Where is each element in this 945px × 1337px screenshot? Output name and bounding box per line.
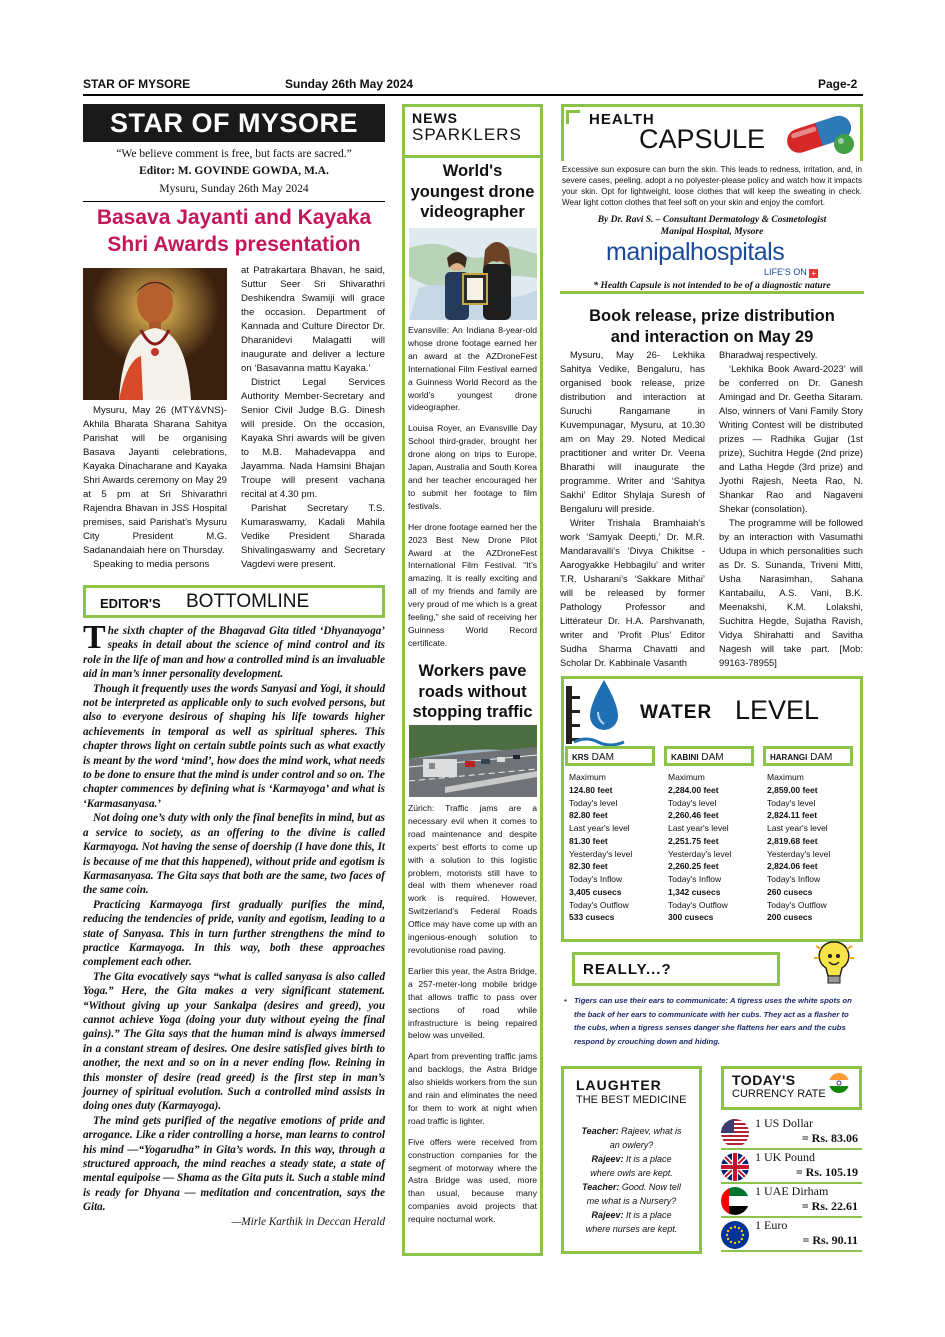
currency-row	[721, 1218, 862, 1252]
dam-inflow-value: 3,405 cusecs	[569, 886, 622, 897]
sparklers-label: NEWS SPARKLERS	[412, 110, 522, 144]
laughter-jokes	[564, 1124, 699, 1236]
masthead-title: STAR OF MYSORE	[109, 108, 358, 138]
bottomline-label-box	[83, 585, 385, 618]
dam-max-label: Maximum	[668, 772, 705, 782]
dam-inflow-label: Today's Inflow	[668, 874, 722, 884]
us-flag-icon	[721, 1119, 749, 1147]
header-page-number: Page-2	[818, 77, 858, 91]
currency-rates	[721, 1116, 862, 1256]
bottomline-drop-cap: T	[83, 619, 106, 656]
masthead-motto: “We believe comment is free, but facts are sacred.”	[116, 148, 352, 160]
dam-today-label: Today's level	[767, 797, 816, 808]
dam-yest-value: 82.30 feet	[569, 861, 608, 871]
dam-yest-label: Yesterday's level	[668, 848, 732, 859]
joke-line: Teacher: Rajeev, what is an owlery?	[581, 1126, 682, 1150]
lead-left-column: Mysuru, May 26 (MTY&VNS)- Akhila Bharata Sharana Sahitya Parishat will be organising Basava Jayanti celebrations, Kayaka Dinacharane and Kayaka Shri Awards ceremony on May 29 at 5 pm at Sri Shivarathri Rajendra Bhavan in JSS Hospital premises, said Parishat’s Mysuru City President M.G. Sadanandaiah here on Thursday. Speaking to media persons	[83, 405, 227, 570]
header-paper-name: STAR OF MYSORE	[83, 77, 191, 91]
sparkler-2-body: Zürich: Traffic jams are a necessary evil when it comes to road maintenance and despite experts’ best efforts to come up with a solution to this logistic problem, motorists still have to deal with them whenever road work is required. However, Switzerland’s Federal Roads Office may have come up with an ingenious-enough solution to revolutionise road paving. Earlier this year, the Astra Bridge, a 257-meter-long mobile bridge that allows traffic to pass over sections of road while infrastructure is being repaired below was unveiled. Apart from preventing traffic jams and backlogs, the Astra Bridge also shields workers from the sun and rain and eliminates the need for them to work at night when road traffic is lighter. Five offers were received from construction companies for the segment of motorway where the Astra Bridge was used, more than usual, because many companies avoid projects that require nocturnal work.	[408, 803, 537, 1225]
sparkler-1-headline: World's youngest drone videographer	[410, 162, 535, 221]
dam-yest-value: 2,260.25 feet	[668, 861, 719, 871]
currency-value: = Rs. 105.19	[795, 1165, 858, 1179]
capsule-pill-icon	[780, 110, 860, 158]
manipal-logo: manipalhospitals	[606, 238, 785, 266]
bottomline-byline: —Mirle Karthik in Deccan Herald	[231, 1215, 385, 1228]
dam-last-label: Last year's level	[767, 823, 828, 833]
sparkler-2-headline: Workers pave roads without stopping traffic	[412, 662, 533, 721]
header-rule	[83, 94, 863, 96]
currency-unit: 1 UK Pound	[755, 1150, 816, 1164]
water-drop-icon	[566, 676, 626, 750]
water-label-light: LEVEL	[735, 695, 820, 725]
dam-today-label: Today's level	[668, 797, 717, 808]
dam-name-tab: HARANGI DAM	[763, 746, 853, 766]
currency-row	[721, 1116, 862, 1150]
dam-last-value: 81.30 feet	[569, 835, 608, 846]
dam-max-value: 124.80 feet	[569, 784, 613, 795]
joke-line: Rajeev: It is a place where owls are kept.	[590, 1154, 673, 1178]
eu-flag-icon	[721, 1221, 749, 1249]
lead-headline: Basava Jayanti and Kayaka Shri Awards presentation	[96, 206, 372, 256]
dam-column	[563, 746, 658, 925]
dam-column	[761, 746, 856, 925]
dam-last-label: Last year's level	[668, 823, 729, 833]
sparkler-1-body: Evansville: An Indiana 8-year-old whose drone footage earned her an award at the AZDroneFest International Film Festival earned a Guinness World Record as the world’s youngest drone videographer. Louisa Royer, an Evansville Day School third-grader, brought her drone along on trips to Europe, Japan, Australia and South Korea and her teacher encouraged her to submit her footage to film festivals. Her drone footage earned her the 2023 Best New Drone Pilot Award at the AZDroneFest International Film Festival. “It’s amazing. It is really exciting and all of my friends and family are very proud of me which is a great feeling,” she said of receiving her Guinness World Record certificate.	[408, 325, 537, 648]
currency-unit: 1 US Dollar	[755, 1116, 813, 1130]
dam-inflow-label: Today's Inflow	[569, 874, 623, 884]
dam-inflow-label: Today's Inflow	[767, 874, 821, 884]
currency-row	[721, 1150, 862, 1184]
lightbulb-icon	[812, 938, 856, 988]
health-author: By Dr. Ravi S. – Consultant Dermatology & Cosmetologist Manipal Hospital, Mysore	[597, 215, 827, 237]
dam-today-value: 2,824.11 feet	[767, 810, 818, 820]
dam-inflow-value: 1,342 cusecs	[668, 886, 721, 897]
joke-line: Teacher: Good. Now tell me what is a Nursery?	[582, 1182, 681, 1206]
dam-outflow-label: Today's Outflow	[767, 899, 827, 910]
dam-today-label: Today's level	[569, 797, 618, 808]
manipal-tagline: LIFE'S ON +	[764, 267, 818, 278]
dam-yest-label: Yesterday's level	[569, 848, 633, 859]
water-label-bold: WATER	[640, 702, 713, 723]
dam-table	[563, 746, 861, 936]
dam-today-value: 82.80 feet	[569, 810, 608, 820]
dam-max-label: Maximum	[569, 772, 606, 782]
dam-yest-value: 2,824.06 feet	[767, 861, 818, 871]
currency-label-bold: TODAY'S	[732, 1072, 796, 1088]
health-disclaimer: * Health Capsule is not intended to be of a diagnostic nature	[593, 281, 831, 291]
dam-max-label: Maximum	[767, 772, 804, 782]
currency-row	[721, 1184, 862, 1218]
book-headline: Book release, prize distribution and interaction on May 29	[589, 307, 835, 346]
dam-outflow-value: 200 cusecs	[767, 912, 813, 922]
health-label-light: CAPSULE	[639, 124, 766, 154]
dam-last-value: 2,251.75 feet	[668, 835, 719, 846]
laughter-label-light: THE BEST MEDICINE	[576, 1094, 687, 1106]
dam-max-value: 2,859.00 feet	[767, 784, 818, 795]
currency-unit: 1 Euro	[755, 1218, 788, 1232]
india-flag-icon	[829, 1073, 849, 1093]
manipal-plus-icon: +	[809, 269, 818, 278]
dam-inflow-value: 260 cusecs	[767, 886, 813, 897]
dam-name-tab: KABINI DAM	[664, 746, 754, 766]
currency-value: = Rs. 83.06	[801, 1131, 858, 1145]
dam-last-value: 2,819.68 feet	[767, 835, 818, 846]
dam-yest-label: Yesterday's level	[767, 848, 831, 859]
dam-outflow-label: Today's Outflow	[569, 899, 629, 910]
book-column-2: Bharadwaj respectively. ‘Lekhika Book Award-2023’ will be conferred on Dr. Ganesh Amingad and Dr. Geetha Sitaram. Also, winners of Vani Family Story Writing Contest will be distributed prizes — Radhika Gujjar (1st prize), Suchitra Hegde (2nd prize) and Latha Hegde (3rd prize) and Jyothi Rajesh, Neeta Rao, N. Shankar Rao and Nagaveni Shekar (consolation). The programme will be followed by an interaction with Vasumathi Udupa in which personalities such as Dr. S. Sunanda, Triveni Mitti, Usha Narasimhan, Sahana Kantabailu, A.S. Vani, B.K. Meenakshi, K.M. Lolakshi, Suchitra Hegde, Sujatha Ravish, Vidya Shirahatti and Savitha Nagesh will take part. [Mob: 99163-78955]	[719, 349, 863, 668]
dam-outflow-label: Today's Outflow	[668, 899, 728, 910]
health-label-bold: HEALTH	[589, 111, 655, 128]
bottomline-label-light: BOTTOMLINE	[186, 591, 310, 612]
dam-outflow-value: 300 cusecs	[668, 912, 714, 922]
laughter-label-bold: LAUGHTER	[576, 1077, 662, 1093]
health-body: Excessive sun exposure can burn the skin. This leads to redness, irritation, and, in severe cases, peeling. adopt a no polyester-please policy and watch how it impacts your skin. Opt for lightweight, loose clothes that will keep the sweating in check. Wear light cotton clothes that feel soft on your skin and enjoy the comfort.	[562, 165, 862, 207]
dam-column	[662, 746, 757, 925]
lead-right-column: at Patrakartara Bhavan, he said, Suttur Seer Sri Shivarathri Deshikendra Swamiji will grace the occasion. Department of Kannada and Culture Director Dr. Dharanidevi Malagatti will inaugurate and deliver a lecture on ‘Basavanna mattu Kayaka.’ District Legal Services Authority Member-Secretary and Senior Civil Judge B.G. Dinesh will preside. On the occasion, Kayaka Shri awards will be given to M.B. Mahadevappa and Jayamma. Nada Hamsini Bhajan Troupe will present vachana recital at 4.30 pm. Parishat Secretary T.S. Kumaraswamy, Kadali Mahila Vedike President Sharada Shivalingaswamy and Secretary Vagdevi were present.	[241, 265, 385, 570]
masthead-dateline: Mysuru, Sunday 26th May 2024	[159, 183, 309, 195]
really-body: • Tigers can use their ears to communicate: A tigress uses the white spots on the back of her ears to communicate with her cubs. They act as a flasher to the cubs, when a tigress senses danger she flattens her ears and the cubs respond by crouching down and hiding.	[564, 996, 852, 1046]
currency-label-light: CURRENCY RATE	[732, 1088, 826, 1100]
astra-bridge-photo	[409, 725, 537, 797]
drone-award-photo	[409, 228, 537, 320]
dam-last-label: Last year's level	[569, 823, 630, 833]
uk-flag-icon	[721, 1153, 749, 1181]
uae-flag-icon	[721, 1187, 749, 1215]
currency-value: = Rs. 90.11	[802, 1233, 858, 1247]
joke-line: Rajeev: It is a place where nurses are kept.	[585, 1210, 678, 1234]
masthead-editor: Editor: M. GOVINDE GOWDA, M.A.	[139, 165, 329, 177]
masthead-banner	[83, 104, 385, 142]
dam-max-value: 2,284.00 feet	[668, 784, 719, 795]
dam-today-value: 2,260.46 feet	[668, 810, 719, 820]
really-label-box	[572, 952, 780, 986]
basavanna-portrait	[83, 268, 227, 400]
header-date: Sunday 26th May 2024	[285, 77, 414, 91]
bottomline-label-bold: EDITOR'S	[100, 596, 161, 611]
bottomline-body: The sixth chapter of the Bhagavad Gita titled ‘Dhyanayoga’ speaks in detail about the science of mind control and its role in the life of man and how a controlled mind is an invaluable aid in man’s inner personality development. Though it frequently uses the words Sanyasi and Yogi, it should not be interpreted as applicable only to such evolved persons, but also to everyone desirous of shaping his life towards higher achievements in temporal as well as spiritual spheres. This chapter throws light on certain subtle points such as what exactly is meant by the word ‘mind’, how does the mind work, what needs to be done to ensure that the mind is under control and so on. The chapter commences by defining what is ‘Karmayoga’ and what is ‘Karmasanyasa.’ Not doing one’s duty with only the final benefits in mind, but as a service to society, as an offering to the divine is called Karmayoga. Not having the sense of doership (I have done this, It is because of me that this happened), without pride and egotism is Karmasanyasa. The Gita says that both are the same, two faces of the same coin. Practicing Karmayoga first gradually purifies the mind, reducing the tendencies of pride, vanity and egotism, leading to a state of Sanyasa. This in turn further strengthens the mind to practice Karmayoga. In this way, both these approaches complement each other. The Gita evocatively says “what is called sanyasa is also called Yoga.” Here, the Gita makes a very significant statement. “Without giving up your Sankalpa (desires and greed), you cannot achieve Yoga (doing your duty without eyeing the final gains).” The Gita says that the human mind is always immersed in a constant stream of desires. One desire satisfied gives birth to another, the next and so on in a never ending flow. Reining in this monster of desire (read greed) is the first step in man’s journey of spiritual evolution. Such a controlled mind assists in doing ones duty (Karmayoga). The mind gets purified of the negative emotions of pride and arrogance. Like a rider controlling a horse, man learns to control his mind —“Yogarudha” in Gita’s words. In this way, through a structured approach, the mind reaches a steady state, a state of mental equipoise — Shama as the Gita puts it. Such a stable mind is ready for Dhyana — meditation and concentration, says the Gita. —Mirle Karthik in Deccan Herald	[83, 619, 385, 1228]
currency-value: = Rs. 22.61	[801, 1199, 858, 1213]
dam-name-tab: KRS DAM	[565, 746, 655, 766]
dam-outflow-value: 533 cusecs	[569, 912, 615, 922]
currency-unit: 1 UAE Dirham	[755, 1184, 829, 1198]
really-label: REALLY...?	[583, 961, 672, 978]
book-column-1: Mysuru, May 26- Lekhika Sahitya Vedike, Bengaluru, has organised book release, prize distribution and interaction at Suruchi Rangamane in Kuvempunagar, Mysuru, at 10.30 am on May 29. Noted Medical practitioner and writer Dr. Veena Bharathi will inaugurate the programme. Writer and ‘Sahitya Sakhi’ Editor Shylaja Suresh of Bengaluru will preside. Writer Trishala Bramhaiah’s work ‘Samyak Deepti,’ Dr. M.R. Mandaravalli’s ‘Divya Chikitse - Aarogyakke Hebbagilu’ and writer T.R. Usharani’s ‘Sakkare Mithai’ will be released by former Pathology Professor and Littérateur Dr. H.A. Parshvanath, writer and ‘Profit Plus’ Editor Sudha Sharma Chavatti and Scholar Dr. Kabbinale Vasanth	[560, 349, 705, 668]
